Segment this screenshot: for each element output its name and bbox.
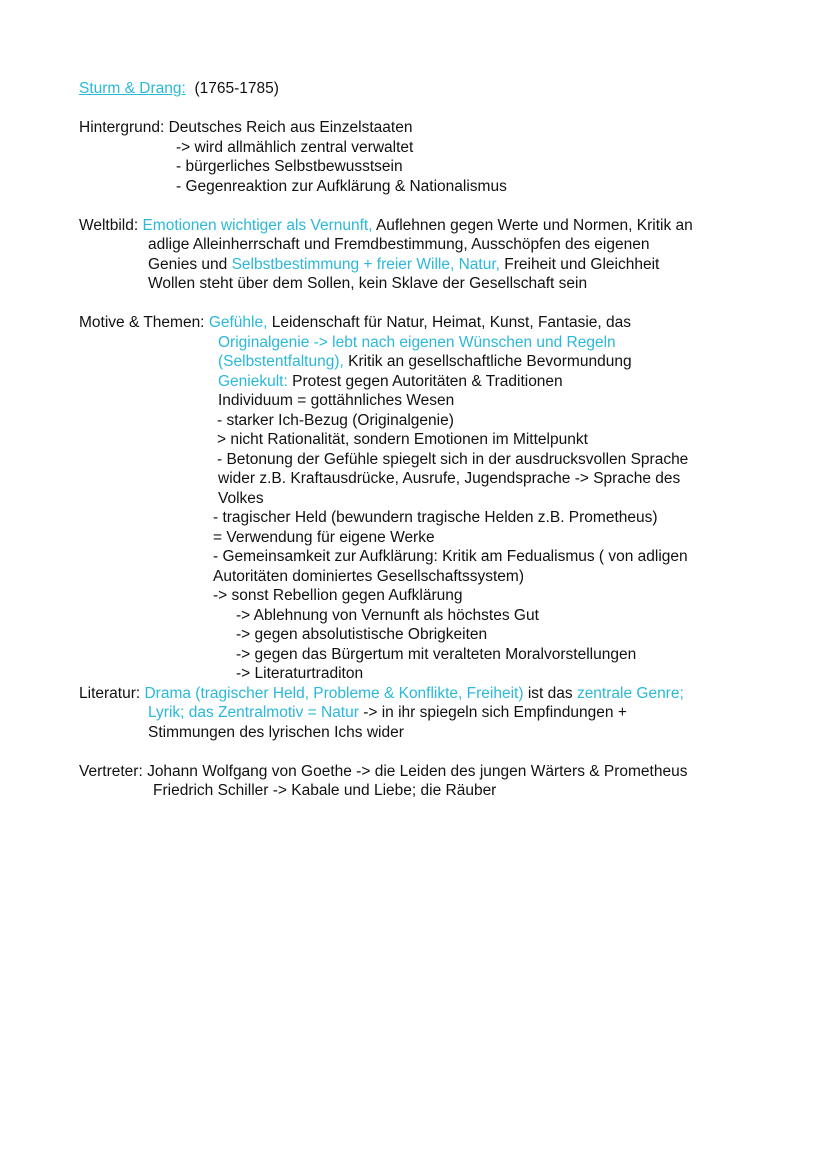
motive-line-14: Autoritäten dominiertes Gesellschaftssystem) — [213, 567, 524, 585]
literatur-highlight: zentrale Genre; — [576, 684, 684, 702]
title-line — [79, 79, 279, 99]
hintergrund-label: Hintergrund: — [79, 119, 165, 136]
motive-text: Leidenschaft für Natur, Heimat, Kunst, Fantasie, das — [267, 314, 631, 331]
literatur-line-3: Stimmungen des lyrischen Ichs wider — [148, 723, 404, 741]
motive-line-2: Originalgenie -> lebt nach eigenen Wünschen und Regeln — [218, 333, 616, 351]
motive-line-11: - tragischer Held (bewundern tragische Helden z.B. Prometheus) — [213, 509, 658, 526]
hintergrund-line-1 — [79, 118, 412, 138]
motive-line-9: wider z.B. Kraftausdrücke, Ausrufe, Jugendsprache -> Sprache des — [218, 470, 681, 487]
hintergrund-line-3: - bürgerliches Selbstbewusstsein — [176, 158, 403, 175]
motive-line-15: -> sonst Rebellion gegen Aufklärung — [213, 587, 463, 604]
motive-line-10: Volkes — [218, 489, 264, 507]
literatur-text: -> in ihr spiegeln sich Empfindungen + — [358, 704, 627, 721]
weltbild-highlight: Emotionen wichtiger als Vernunft, — [142, 216, 373, 234]
weltbild-text: Freiheit und Gleichheit — [499, 255, 660, 273]
literatur-text: ist das — [523, 684, 577, 702]
vertreter-line-2: Friedrich Schiller -> Kabale und Liebe; die Räuber — [153, 782, 497, 799]
hintergrund-text: Deutsches Reich aus Einzelstaaten — [168, 119, 413, 136]
literatur-highlight: Lyrik; das Zentralmotiv = Natur — [148, 704, 359, 721]
weltbild-text: Auflehnen gegen Werte und Normen, Kritik an — [372, 216, 693, 234]
hintergrund-line-4: - Gegenreaktion zur Aufklärung & Nationalismus — [176, 177, 507, 195]
motive-text: Kritik an gesellschaftliche Bevormundung — [343, 353, 632, 370]
weltbild-line-3 — [148, 255, 659, 275]
literatur-highlight: Drama (tragischer Held, Probleme & Konflikte, Freiheit) — [144, 684, 524, 702]
title-years: (1765-1785) — [194, 80, 279, 97]
motive-highlight: Gefühle, — [208, 314, 268, 331]
vertreter-line-1 — [79, 762, 687, 782]
motive-text: Protest gegen Autoritäten & Traditionen — [287, 372, 563, 390]
motive-line-4 — [218, 372, 563, 392]
motive-line-17: -> gegen absolutistische Obrigkeiten — [236, 626, 488, 643]
weltbild-text: Genies und — [148, 255, 232, 273]
motive-label: Motive & Themen: — [79, 314, 205, 331]
motive-line-1 — [79, 313, 631, 333]
weltbild-highlight: Selbstbestimmung + freier Wille, Natur, — [231, 255, 500, 273]
motive-line-18: -> gegen das Bürgertum mit veralteten Moralvorstellungen — [236, 645, 637, 663]
title-heading: Sturm & Drang: — [79, 80, 186, 97]
motive-line-12: = Verwendung für eigene Werke — [213, 528, 435, 546]
motive-highlight: Geniekult: — [218, 372, 288, 390]
literatur-line-1 — [79, 684, 684, 704]
hintergrund-line-2: -> wird allmählich zentral verwaltet — [176, 138, 414, 156]
motive-highlight: (Selbstentfaltung), — [218, 353, 344, 370]
motive-line-6: - starker Ich-Bezug (Originalgenie) — [217, 411, 454, 429]
motive-line-5: Individuum = gottähnliches Wesen — [218, 392, 455, 409]
weltbild-line-4: Wollen steht über dem Sollen, kein Sklave der Gesellschaft sein — [148, 275, 588, 292]
motive-line-16: -> Ablehnung von Vernunft als höchstes Gut — [236, 606, 539, 624]
vertreter-text: Johann Wolfgang von Goethe -> die Leiden des jungen Wärters & Prometheus — [147, 762, 688, 780]
weltbild-label: Weltbild: — [79, 216, 139, 234]
motive-line-8: - Betonung der Gefühle spiegelt sich in der ausdrucksvollen Sprache — [217, 450, 689, 468]
literatur-line-2 — [148, 703, 627, 723]
motive-line-13: - Gemeinsamkeit zur Aufklärung: Kritik am Fedualismus ( von adligen — [213, 548, 688, 565]
motive-line-19: -> Literaturtraditon — [236, 665, 364, 682]
motive-line-3 — [218, 352, 632, 372]
weltbild-line-2: adlige Alleinherrschaft und Fremdbestimmung, Ausschöpfen des eigenen — [148, 236, 650, 253]
motive-line-7: > nicht Rationalität, sondern Emotionen im Mittelpunkt — [217, 431, 588, 448]
literatur-label: Literatur: — [79, 684, 141, 702]
vertreter-label: Vertreter: — [79, 762, 143, 780]
weltbild-line-1 — [79, 216, 693, 236]
